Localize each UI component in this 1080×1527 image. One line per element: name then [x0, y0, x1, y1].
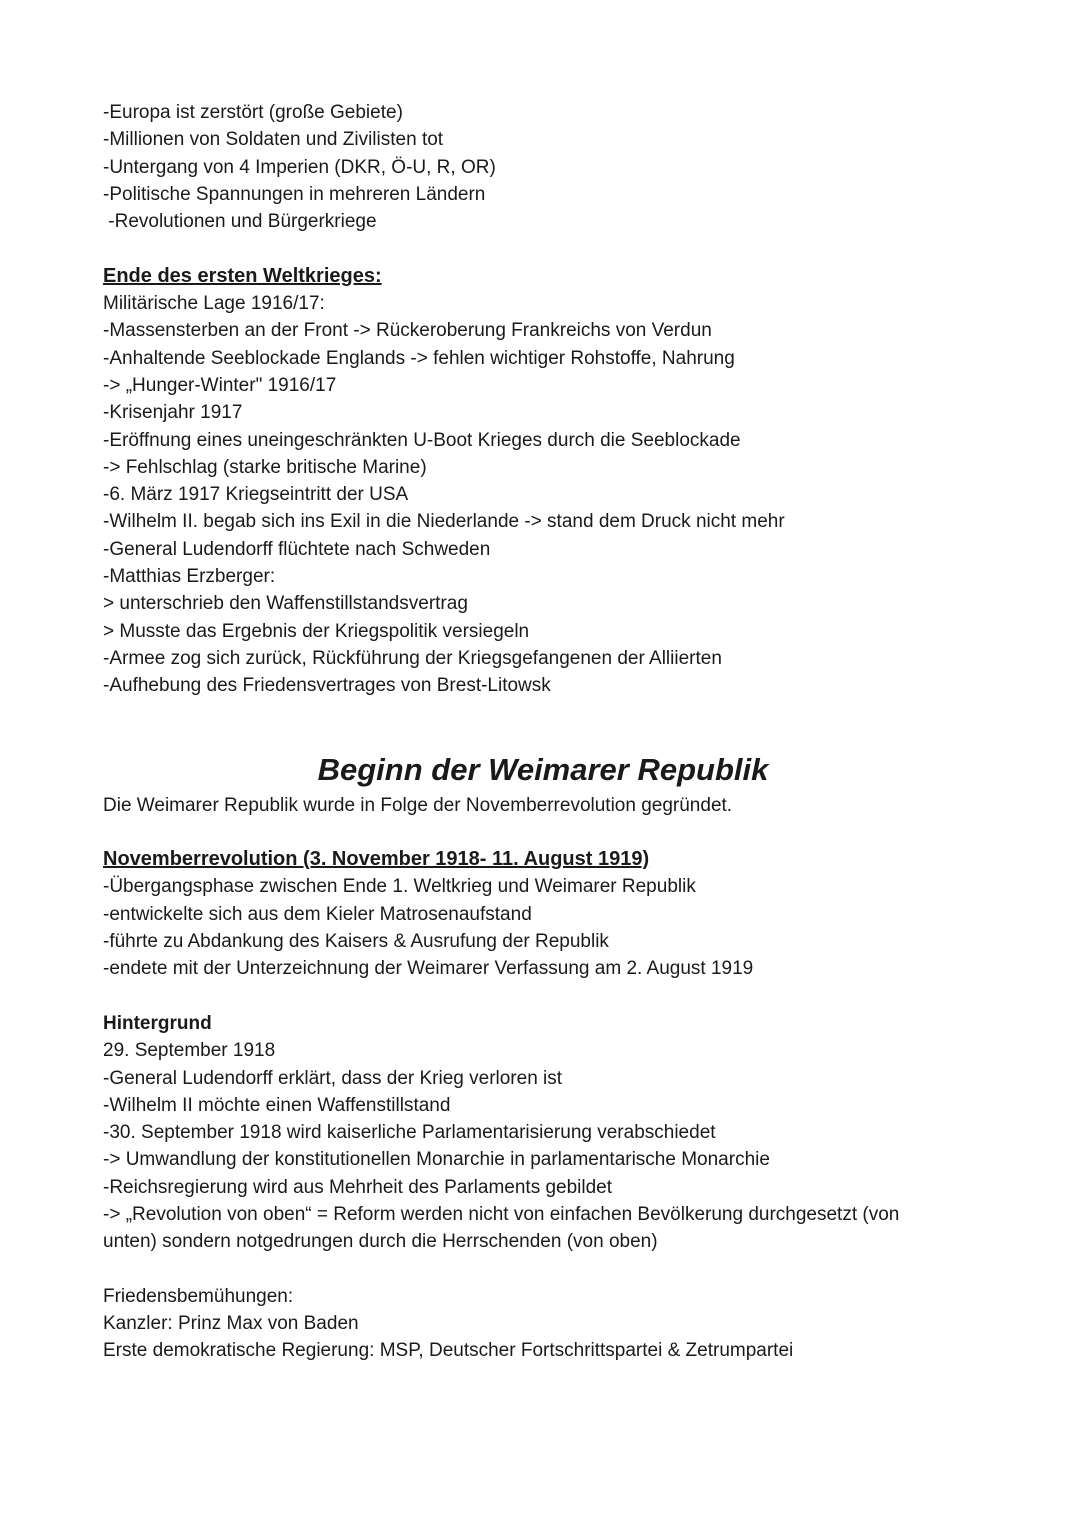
list-item: -endete mit der Unterzeichnung der Weimarer Verfassung am 2. August 1919 [103, 958, 754, 980]
list-item: -> „Revolution von oben“ = Reform werden nicht von einfachen Bevölkerung durchgesetzt (von unten) sondern notgedrungen durch die Herrschenden (von oben) [103, 1203, 900, 1253]
section-november-revolution [103, 846, 1003, 982]
list-item: -General Ludendorff erklärt, dass der Krieg verloren ist [103, 1067, 563, 1089]
list-item: > unterschrieb den Waffenstillstandsvertrag [103, 593, 468, 615]
list-item: -Matthias Erzberger: [103, 566, 276, 588]
section-end-war [103, 263, 1003, 700]
spacer [103, 700, 1003, 748]
document-page [103, 99, 1003, 1365]
list-item: -Krisenjahr 1917 [103, 402, 243, 424]
page-title: Beginn der Weimarer Republik [317, 751, 769, 787]
list-item: -> Umwandlung der konstitutionellen Monarchie in parlamentarische Monarchie [103, 1149, 770, 1171]
list-item: -Politische Spannungen in mehreren Ländern [103, 183, 486, 205]
spacer [103, 1256, 1003, 1283]
list-item: -30. September 1918 wird kaiserliche Parlamentarisierung verabschiedet [103, 1122, 716, 1144]
list-item: -General Ludendorff flüchtete nach Schweden [103, 538, 491, 560]
list-item: -Übergangsphase zwischen Ende 1. Weltkrieg und Weimarer Republik [103, 876, 696, 898]
spacer [103, 819, 1003, 846]
list-item: Erste demokratische Regierung: MSP, Deutscher Fortschrittspartei & Zetrumpartei [103, 1340, 794, 1362]
list-item: -6. März 1917 Kriegseintritt der USA [103, 484, 409, 506]
list-item: -Aufhebung des Friedensvertrages von Brest-Litowsk [103, 675, 551, 697]
list-item: -Millionen von Soldaten und Zivilisten tot [103, 129, 444, 151]
list-item: Kanzler: Prinz Max von Baden [103, 1313, 359, 1335]
list-item: -Eröffnung eines uneingeschränkten U-Boot Krieges durch die Seeblockade [103, 429, 741, 451]
list-item: -Anhaltende Seeblockade Englands -> fehlen wichtiger Rohstoffe, Nahrung [103, 347, 735, 369]
list-item: -Reichsregierung wird aus Mehrheit des Parlaments gebildet [103, 1176, 613, 1198]
list-item: -Revolutionen und Bürgerkriege [103, 211, 377, 233]
list-item: -führte zu Abdankung des Kaisers & Ausrufung der Republik [103, 931, 609, 953]
section-heading-background: Hintergrund [103, 1012, 212, 1034]
spacer [103, 235, 1003, 262]
section-peace-efforts [103, 1283, 1003, 1365]
list-item: -Armee zog sich zurück, Rückführung der Kriegsgefangenen der Alliierten [103, 647, 722, 669]
list-item: Militärische Lage 1916/17: [103, 293, 325, 315]
list-item: 29. September 1918 [103, 1040, 276, 1062]
list-item: Friedensbemühungen: [103, 1285, 294, 1307]
list-item: -> Fehlschlag (starke britische Marine) [103, 456, 427, 478]
list-item: -Europa ist zerstört (große Gebiete) [103, 102, 403, 123]
section-heading-november: Novemberrevolution (3. November 1918- 11. August 1919) [103, 848, 650, 871]
list-item: > Musste das Ergebnis der Kriegspolitik versiegeln [103, 620, 530, 642]
spacer [103, 983, 1003, 1010]
list-item: -> „Hunger-Winter" 1916/17 [103, 374, 337, 396]
section-heading-end-war: Ende des ersten Weltkrieges: [103, 264, 382, 287]
list-item: -entwickelte sich aus dem Kieler Matrosenaufstand [103, 903, 532, 925]
list-item: -Untergang von 4 Imperien (DKR, Ö-U, R, OR) [103, 156, 496, 178]
section-background [103, 1010, 1003, 1256]
intro-list [103, 99, 1003, 235]
weimar-intro: Die Weimarer Republik wurde in Folge der Novemberrevolution gegründet. [103, 794, 733, 816]
list-item: -Massensterben an der Front -> Rückeroberung Frankreichs von Verdun [103, 320, 712, 342]
list-item: -Wilhelm II möchte einen Waffenstillstand [103, 1094, 451, 1116]
list-item: -Wilhelm II. begab sich ins Exil in die Niederlande -> stand dem Druck nicht mehr [103, 511, 785, 533]
